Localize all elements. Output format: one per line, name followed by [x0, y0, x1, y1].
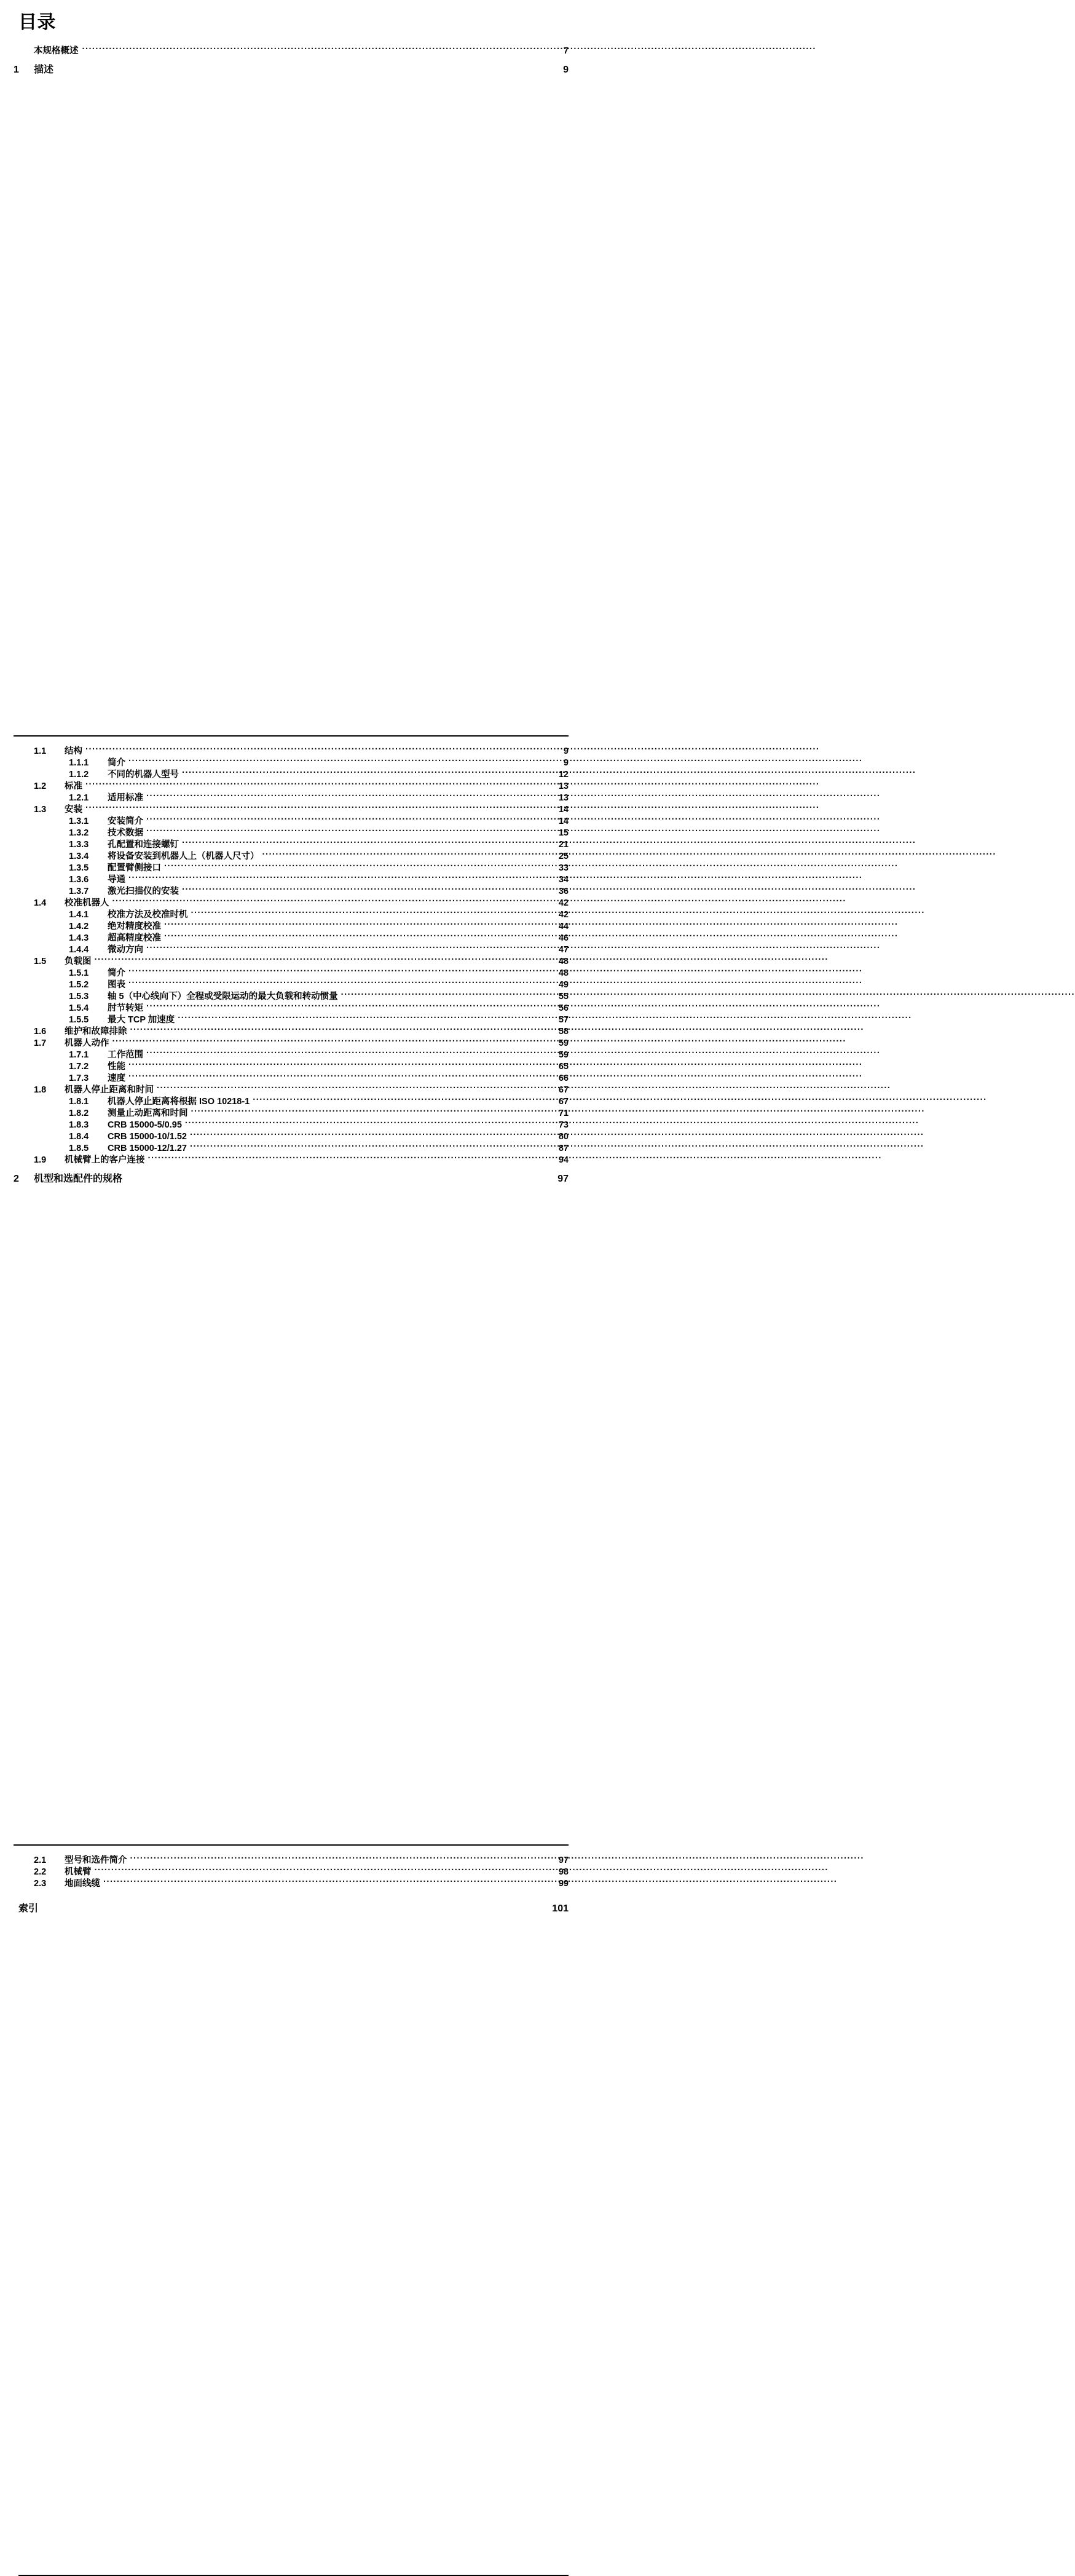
toc-entry-label: 负载图 [65, 957, 92, 966]
index-label: 索引 [18, 1903, 39, 1914]
toc-entry-page: 14 [558, 805, 569, 815]
toc-entry-page: 73 [558, 1120, 569, 1130]
toc-entry-page: 12 [558, 770, 569, 780]
dot-leader [185, 1116, 548, 1128]
toc-entry-page: 21 [558, 840, 569, 850]
toc-entry-page: 66 [558, 1073, 569, 1083]
toc-entry-page: 9 [563, 746, 569, 756]
dot-leader [182, 836, 548, 847]
toc-entry-number: 2.2 [34, 1867, 47, 1877]
toc-entry-number: 1.3.7 [69, 887, 89, 896]
toc-entry-page: 48 [558, 957, 569, 966]
toc-entry-label: 将设备安装到机器人上（机器人尺寸） [108, 851, 259, 861]
dot-leader [148, 1151, 548, 1163]
toc-entry-label: 速度 [108, 1073, 125, 1083]
toc-entry-page: 55 [558, 992, 569, 1002]
toc-entry-number: 1.9 [34, 1155, 47, 1165]
toc-entry-number: 1.7.1 [69, 1050, 89, 1060]
toc-entry-label: 结构 [65, 746, 82, 756]
chapter-number: 2 [14, 1174, 19, 1184]
toc-entry-page: 42 [558, 898, 569, 908]
toc-entry-number: 1.1 [34, 746, 47, 756]
toc-entry-number: 1.3.3 [69, 840, 89, 850]
toc-entry-number: 1.3.5 [69, 863, 89, 873]
dot-leader [146, 941, 548, 952]
toc-entry-number: 1.1.2 [69, 770, 89, 780]
toc-entry-page: 97 [558, 1855, 569, 1865]
toc-entry-page: 33 [558, 863, 569, 873]
toc-entry-number: 1.5.4 [69, 1003, 89, 1013]
toc-entry-label: 标准 [65, 781, 82, 791]
dot-leader [164, 859, 548, 871]
dot-leader [191, 906, 548, 917]
toc-entry-label: 技术数据 [108, 828, 143, 838]
toc-entry-number: 1.5.3 [69, 992, 89, 1002]
toc-entry-page: 59 [558, 1050, 569, 1060]
dot-leader [112, 894, 548, 906]
toc-entry-page: 65 [558, 1062, 569, 1072]
toc-entry-label: 图表 [108, 980, 125, 990]
toc-entry-number: 1.8 [34, 1085, 47, 1095]
toc-entry-label: 工作范围 [108, 1050, 143, 1060]
chapter-heading[interactable] [0, 1172, 580, 1843]
toc-body [0, 63, 580, 1889]
toc-entry-label: 不同的机器人型号 [108, 770, 179, 780]
toc-entry-page: 99 [558, 1879, 569, 1889]
dot-leader [191, 1104, 548, 1116]
toc-entry-page: 67 [558, 1085, 569, 1095]
toc-entry-page: 71 [558, 1108, 569, 1118]
dot-leader [146, 824, 548, 836]
toc-entry-preface[interactable] [0, 42, 580, 56]
toc-entry[interactable] [0, 742, 580, 754]
toc-entry-page: 47 [558, 945, 569, 955]
toc-entry-page: 25 [558, 851, 569, 861]
toc-entry-number: 1.5 [34, 957, 47, 966]
toc-entry-number: 1.6 [34, 1027, 47, 1037]
toc-entry-number: 1.3.4 [69, 851, 89, 861]
toc-entry-index[interactable] [0, 1902, 580, 2573]
toc-entry-page: 67 [558, 1097, 569, 1107]
toc-entry-page: 13 [558, 793, 569, 803]
toc-entry-label: 校准方法及校准时机 [108, 910, 188, 920]
toc-entry-label: CRB 15000-10/1.52 [108, 1132, 187, 1142]
toc-entry-number: 1.7 [34, 1038, 47, 1048]
toc-entry-page: 58 [558, 1027, 569, 1037]
toc-entry-number: 2.1 [34, 1855, 47, 1865]
toc-entry-number: 1.3 [34, 805, 47, 815]
toc-entry-page: 49 [558, 980, 569, 990]
dot-leader [190, 1139, 548, 1151]
toc-entry-number: 1.1.1 [69, 758, 89, 768]
chapter-label: 机型和选配件的规格 [34, 1174, 123, 1184]
toc-entry-number: 1.8.2 [69, 1108, 89, 1118]
chapter-label: 描述 [34, 65, 54, 75]
dot-leader [128, 964, 548, 976]
dot-leader [85, 742, 548, 754]
toc-entry-page: 80 [558, 1132, 569, 1142]
toc-entry-page: 15 [558, 828, 569, 838]
dot-leader [164, 929, 548, 941]
toc-entry-label: 轴 5（中心线向下）全程或受限运动的最大负载和转动惯量 [108, 992, 338, 1002]
dot-leader [128, 871, 548, 882]
toc-entry-number: 1.5.1 [69, 968, 89, 978]
dot-leader [103, 1875, 548, 1886]
chapter-rule [14, 1844, 569, 1846]
toc-entry-label: 简介 [108, 758, 125, 768]
dot-leader [130, 1851, 548, 1863]
toc-entry-page: 46 [558, 933, 569, 943]
toc-entry[interactable] [0, 812, 580, 824]
toc-entry-page: 14 [558, 816, 569, 826]
dot-leader [112, 1034, 548, 1046]
toc-entry-page: 36 [558, 887, 569, 896]
chapter-rule [14, 735, 569, 737]
toc-entry-label: 安装 [65, 805, 82, 815]
toc-entry[interactable] [0, 754, 580, 768]
toc-entry-number: 1.5.2 [69, 980, 89, 990]
dot-leader [128, 754, 548, 765]
dot-leader [128, 976, 548, 987]
toc-entry-number: 1.4.3 [69, 933, 89, 943]
toc-entry-page: 87 [558, 1144, 569, 1153]
toc-entry-label: CRB 15000-5/0.95 [108, 1120, 182, 1130]
toc-entry[interactable] [0, 800, 580, 815]
toc-entry-page: 42 [558, 910, 569, 920]
toc-entry-page: 9 [563, 758, 569, 768]
toc-entry-number: 2.3 [34, 1879, 47, 1889]
toc-entry-page: 59 [558, 1038, 569, 1048]
toc-entry[interactable] [0, 1851, 580, 1863]
toc-entry-number: 1.7.3 [69, 1073, 89, 1083]
toc-entry-label: 激光扫描仪的安装 [108, 887, 179, 896]
dot-leader [262, 847, 548, 859]
toc-entry-number: 1.4.4 [69, 945, 89, 955]
toc-entry-label: 本规格概述 [34, 46, 79, 56]
toc-entry-page: 94 [558, 1155, 569, 1165]
toc-entry-label: 机器人停止距离和时间 [65, 1085, 154, 1095]
dot-leader [164, 917, 548, 929]
toc-entry-number: 1.5.5 [69, 1015, 89, 1025]
toc-entry-number: 1.4 [34, 898, 47, 908]
toc-entry-number: 1.2.1 [69, 793, 89, 803]
toc-entry-label: 微动方向 [108, 945, 143, 955]
chapter-number: 1 [14, 65, 19, 75]
dot-leader [130, 1022, 548, 1034]
toc-entry-label: 校准机器人 [65, 898, 109, 908]
toc-entry[interactable] [0, 777, 580, 789]
dot-leader [190, 1128, 548, 1139]
dot-leader [85, 777, 548, 789]
dot-leader [178, 1011, 548, 1022]
dot-leader [82, 42, 548, 53]
dot-leader [85, 800, 548, 812]
toc-entry-label: 机械臂上的客户连接 [65, 1155, 145, 1165]
toc-entry-page: 13 [558, 781, 569, 791]
toc-entry-label: 性能 [108, 1062, 125, 1072]
toc-entry-page: 48 [558, 968, 569, 978]
index-block [0, 1902, 580, 2576]
toc-entry-number: 1.8.1 [69, 1097, 89, 1107]
dot-leader [182, 882, 548, 894]
toc-entry-page: 98 [558, 1867, 569, 1877]
chapter-page: 9 [563, 65, 569, 75]
dot-leader [253, 1092, 548, 1104]
toc-entry-label: 适用标准 [108, 793, 143, 803]
toc-entry-number: 1.8.5 [69, 1144, 89, 1153]
toc-entry-label: 维护和故障排除 [65, 1027, 127, 1037]
chapter-page: 97 [557, 1174, 569, 1184]
toc-entry-label: 肘节转矩 [108, 1003, 143, 1013]
toc-entry-label: 安装简介 [108, 816, 143, 826]
dot-leader [182, 765, 548, 777]
dot-leader [95, 952, 548, 964]
dot-leader [146, 789, 548, 800]
toc-entry-page: 34 [558, 875, 569, 885]
toc-entry-label: 绝对精度校准 [108, 922, 161, 931]
dot-leader [95, 1863, 548, 1875]
toc-entry-page: 7 [563, 46, 569, 56]
toc-entry-label: 机械臂 [65, 1867, 92, 1877]
dot-leader [146, 999, 548, 1011]
toc-entry-number: 1.4.1 [69, 910, 89, 920]
toc-entry-label: 简介 [108, 968, 125, 978]
toc-entry-page: 44 [558, 922, 569, 931]
chapter-heading[interactable] [0, 63, 580, 734]
dot-leader [128, 1057, 548, 1069]
toc-entry-label: 孔配置和连接螺钉 [108, 840, 179, 850]
dot-leader [341, 987, 548, 999]
toc-entry-number: 1.8.3 [69, 1120, 89, 1130]
toc-entry-label: 机器人停止距离将根据 ISO 10218-1 [108, 1097, 250, 1107]
toc-entry-number: 1.8.4 [69, 1132, 89, 1142]
toc-entry[interactable] [0, 789, 580, 803]
dot-leader [146, 812, 548, 824]
page-title: 目录 [18, 12, 56, 33]
toc-entry-number: 1.3.6 [69, 875, 89, 885]
toc-entry-label: 导通 [108, 875, 125, 885]
toc-entry-number: 1.3.2 [69, 828, 89, 838]
index-page: 101 [552, 1903, 569, 1914]
toc-page [0, 0, 580, 1914]
dot-leader [157, 1081, 548, 1092]
toc-entry-label: 地面线缆 [65, 1879, 100, 1889]
toc-entry-label: 最大 TCP 加速度 [108, 1015, 175, 1025]
toc-entry-page: 57 [558, 1015, 569, 1025]
toc-entry-number: 1.2 [34, 781, 47, 791]
toc-entry-number: 1.4.2 [69, 922, 89, 931]
dot-leader [128, 1069, 548, 1081]
toc-entry-page: 56 [558, 1003, 569, 1013]
toc-entry-label: 超高精度校准 [108, 933, 161, 943]
toc-entry-label: 机器人动作 [65, 1038, 109, 1048]
dot-leader [146, 1046, 548, 1057]
toc-entry-label: CRB 15000-12/1.27 [108, 1144, 187, 1153]
toc-entry-number: 1.7.2 [69, 1062, 89, 1072]
toc-entry-number: 1.3.1 [69, 816, 89, 826]
toc-entry-label: 配置臂侧接口 [108, 863, 161, 873]
toc-entry-label: 型号和选件简介 [65, 1855, 127, 1865]
toc-entry-label: 测量止动距离和时间 [108, 1108, 188, 1118]
